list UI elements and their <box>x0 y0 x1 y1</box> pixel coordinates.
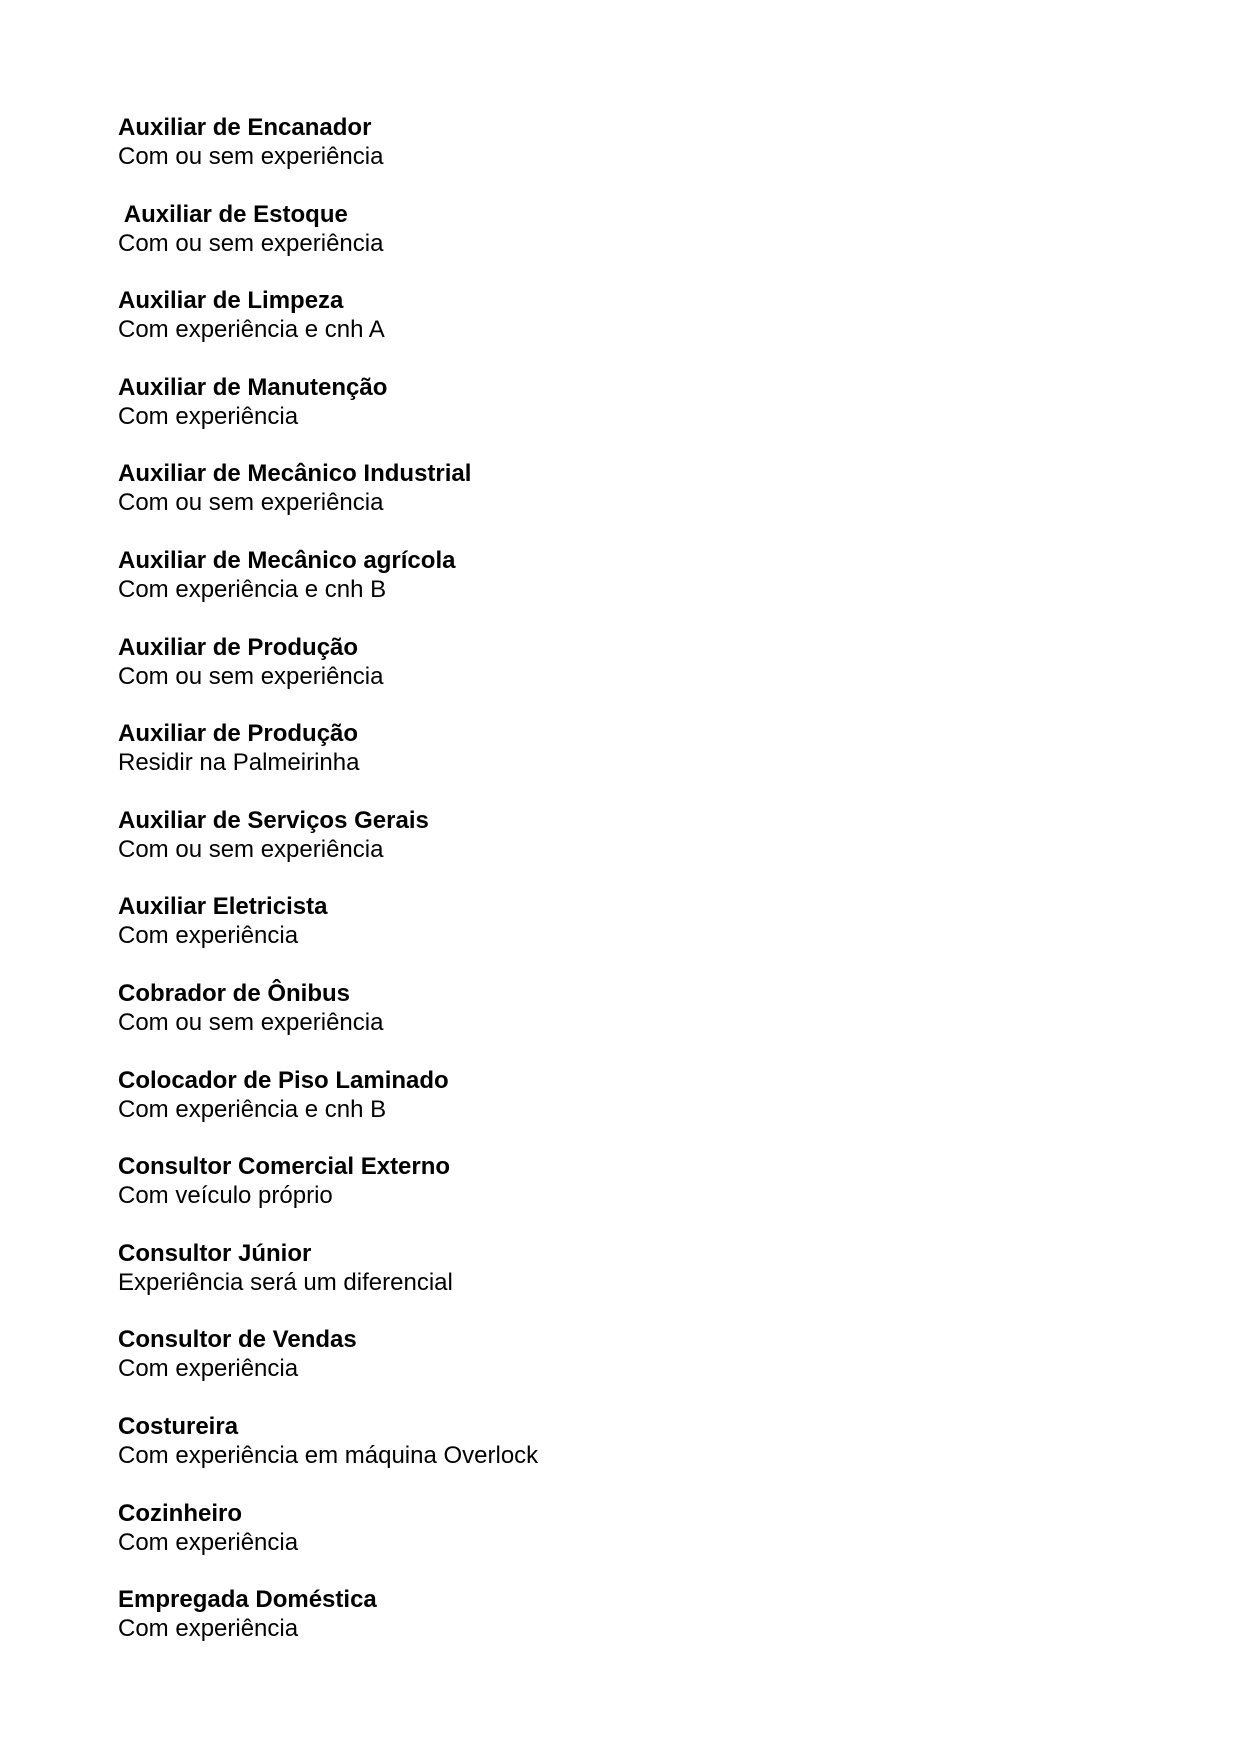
job-title: Auxiliar de Serviços Gerais <box>118 806 429 834</box>
job-requirement: Com experiência <box>118 1528 299 1556</box>
job-requirement: Residir na Palmeirinha <box>118 749 360 777</box>
job-title: Auxiliar de Produção <box>118 720 359 748</box>
job-entry <box>118 1499 538 1586</box>
job-title: Costureira <box>118 1412 239 1440</box>
job-requirement: Com experiência <box>118 1615 299 1643</box>
job-requirement: Com ou sem experiência <box>118 489 384 517</box>
job-entry <box>118 1325 538 1412</box>
job-entry <box>118 892 538 979</box>
job-title: Auxiliar de Mecânico agrícola <box>118 546 456 574</box>
job-title: Auxiliar de Limpeza <box>118 287 344 315</box>
job-listing <box>118 113 538 1672</box>
job-requirement: Com experiência <box>118 1355 299 1383</box>
job-title: Auxiliar de Manutenção <box>118 373 388 401</box>
job-title: Cobrador de Ônibus <box>118 979 351 1007</box>
job-requirement: Com ou sem experiência <box>118 143 384 170</box>
job-title: Consultor de Vendas <box>118 1326 357 1354</box>
job-requirement: Com experiência e cnh B <box>118 1095 387 1123</box>
job-requirement: Com veículo próprio <box>118 1182 333 1210</box>
job-title: Auxiliar de Produção <box>118 633 359 661</box>
job-requirement: Com experiência e cnh A <box>118 316 385 344</box>
job-title: Consultor Júnior <box>118 1239 312 1267</box>
job-title: Colocador de Piso Laminado <box>118 1066 449 1094</box>
job-entry <box>118 806 538 893</box>
job-title: Cozinheiro <box>118 1499 242 1527</box>
job-entry <box>118 546 538 633</box>
job-entry <box>118 1152 538 1239</box>
job-requirement: Com experiência <box>118 922 299 950</box>
job-title: Auxiliar de Estoque <box>118 200 348 228</box>
job-title: Auxiliar de Mecânico Industrial <box>118 460 472 488</box>
job-entry <box>118 373 538 460</box>
job-entry <box>118 719 538 806</box>
job-entry <box>118 633 538 720</box>
job-entry <box>118 286 538 373</box>
job-entry <box>118 113 538 200</box>
job-entry <box>118 1585 538 1672</box>
job-entry <box>118 979 538 1066</box>
job-title: Auxiliar Eletricista <box>118 893 328 921</box>
job-title: Empregada Doméstica <box>118 1586 377 1614</box>
job-requirement: Com experiência e cnh B <box>118 575 387 603</box>
job-entry <box>118 459 538 546</box>
job-requirement: Com experiência em máquina Overlock <box>118 1441 539 1469</box>
job-requirement: Com ou sem experiência <box>118 1008 384 1036</box>
job-requirement: Com experiência <box>118 402 299 430</box>
job-entry <box>118 1066 538 1153</box>
job-requirement: Com ou sem experiência <box>118 835 384 863</box>
job-entry <box>118 1412 538 1499</box>
job-requirement: Com ou sem experiência <box>118 662 384 690</box>
job-entry <box>118 1239 538 1326</box>
job-requirement: Experiência será um diferencial <box>118 1268 453 1296</box>
job-entry <box>118 200 538 287</box>
job-requirement: Com ou sem experiência <box>118 229 384 257</box>
job-title: Consultor Comercial Externo <box>118 1153 451 1181</box>
job-title: Auxiliar de Encanador <box>118 114 372 141</box>
